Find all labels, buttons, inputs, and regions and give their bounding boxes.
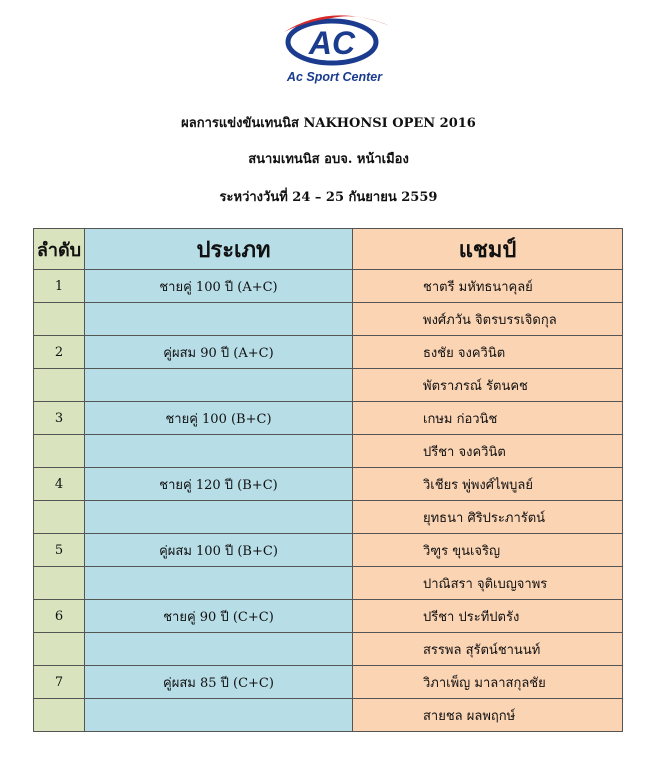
row-champion: พงศ์ภวัน จิตรบรรเจิดกุล: [353, 303, 623, 336]
row-champion: วิภาเพ็ญ มาลาสกุลชัย: [353, 666, 623, 699]
table-row: [34, 303, 623, 336]
row-champion: ชาตรี มหัทธนาคุลย์: [353, 270, 623, 303]
row-category: ชายคู่ 120 ปี (B+C): [85, 468, 353, 501]
table-row: [34, 666, 623, 699]
row-champion: ปาณิสรา จุติเบญจาพร: [353, 567, 623, 600]
header-category: ประเภท: [85, 229, 353, 270]
row-category: ชายคู่ 100 ปี (A+C): [85, 270, 353, 303]
row-category: [85, 303, 353, 336]
row-champion: เกษม ก่อวนิช: [353, 402, 623, 435]
row-number: [34, 699, 85, 732]
row-category: [85, 369, 353, 402]
row-champion: วิฑูร ขุนเจริญ: [353, 534, 623, 567]
row-category: [85, 633, 353, 666]
row-champion: ปรีชา ประทีปตรัง: [353, 600, 623, 633]
table-row: [34, 336, 623, 369]
row-number: [34, 369, 85, 402]
row-champion: ธงชัย จงควินิต: [353, 336, 623, 369]
row-number: [34, 435, 85, 468]
row-number: [34, 633, 85, 666]
row-number: 2: [34, 336, 85, 369]
row-number: [34, 567, 85, 600]
row-champion: ปรีชา จงควินิต: [353, 435, 623, 468]
dates-text: ระหว่างวันที่ 24 – 25 กันยายน 2559: [219, 190, 438, 205]
row-category: คู่ผสม 100 ปี (B+C): [85, 534, 353, 567]
table-row: [34, 369, 623, 402]
ac-sport-center-logo: [262, 8, 407, 90]
row-category: คู่ผสม 85 ปี (C+C): [85, 666, 353, 699]
row-category: [85, 699, 353, 732]
table-row: [34, 567, 623, 600]
table-row: [34, 468, 623, 501]
table-row: [34, 435, 623, 468]
row-number: 3: [34, 402, 85, 435]
table-row: [34, 600, 623, 633]
table-header-row: [34, 229, 623, 270]
row-champion: สรรพล สุรัตน์ชานนท์: [353, 633, 623, 666]
row-category: [85, 435, 353, 468]
row-champion: ยุทธนา ศิริประภารัตน์: [353, 501, 623, 534]
row-number: 4: [34, 468, 85, 501]
row-category: คู่ผสม 90 ปี (A+C): [85, 336, 353, 369]
row-category: [85, 501, 353, 534]
logo-initials: AC: [308, 25, 356, 61]
row-number: 5: [34, 534, 85, 567]
row-number: 6: [34, 600, 85, 633]
table-row: [34, 534, 623, 567]
row-number: 1: [34, 270, 85, 303]
header-order: ลำดับ: [34, 229, 85, 270]
table-row: [34, 270, 623, 303]
table-row: [34, 699, 623, 732]
row-number: [34, 303, 85, 336]
table-row: [34, 633, 623, 666]
page-title: ผลการแข่งขันเทนนิส NAKHONSI OPEN 2016: [181, 116, 476, 131]
row-champion: พัตราภรณ์ รัตนคช: [353, 369, 623, 402]
table-row: [34, 501, 623, 534]
venue-text: สนามเทนนิส อบจ. หน้าเมือง: [248, 152, 409, 167]
row-number: 7: [34, 666, 85, 699]
row-category: ชายคู่ 90 ปี (C+C): [85, 600, 353, 633]
row-category: ชายคู่ 100 (B+C): [85, 402, 353, 435]
table-row: [34, 402, 623, 435]
ac-logo-emblem: [262, 8, 407, 74]
results-body: [34, 270, 623, 732]
header-champion: แชมป์: [353, 229, 623, 270]
row-category: [85, 567, 353, 600]
row-number: [34, 501, 85, 534]
logo-name: Ac Sport Center: [286, 70, 383, 84]
row-champion: สายชล ผลพฤกษ์: [353, 699, 623, 732]
results-table: [33, 228, 623, 732]
row-champion: วิเชียร พู่พงศ์ไพบูลย์: [353, 468, 623, 501]
